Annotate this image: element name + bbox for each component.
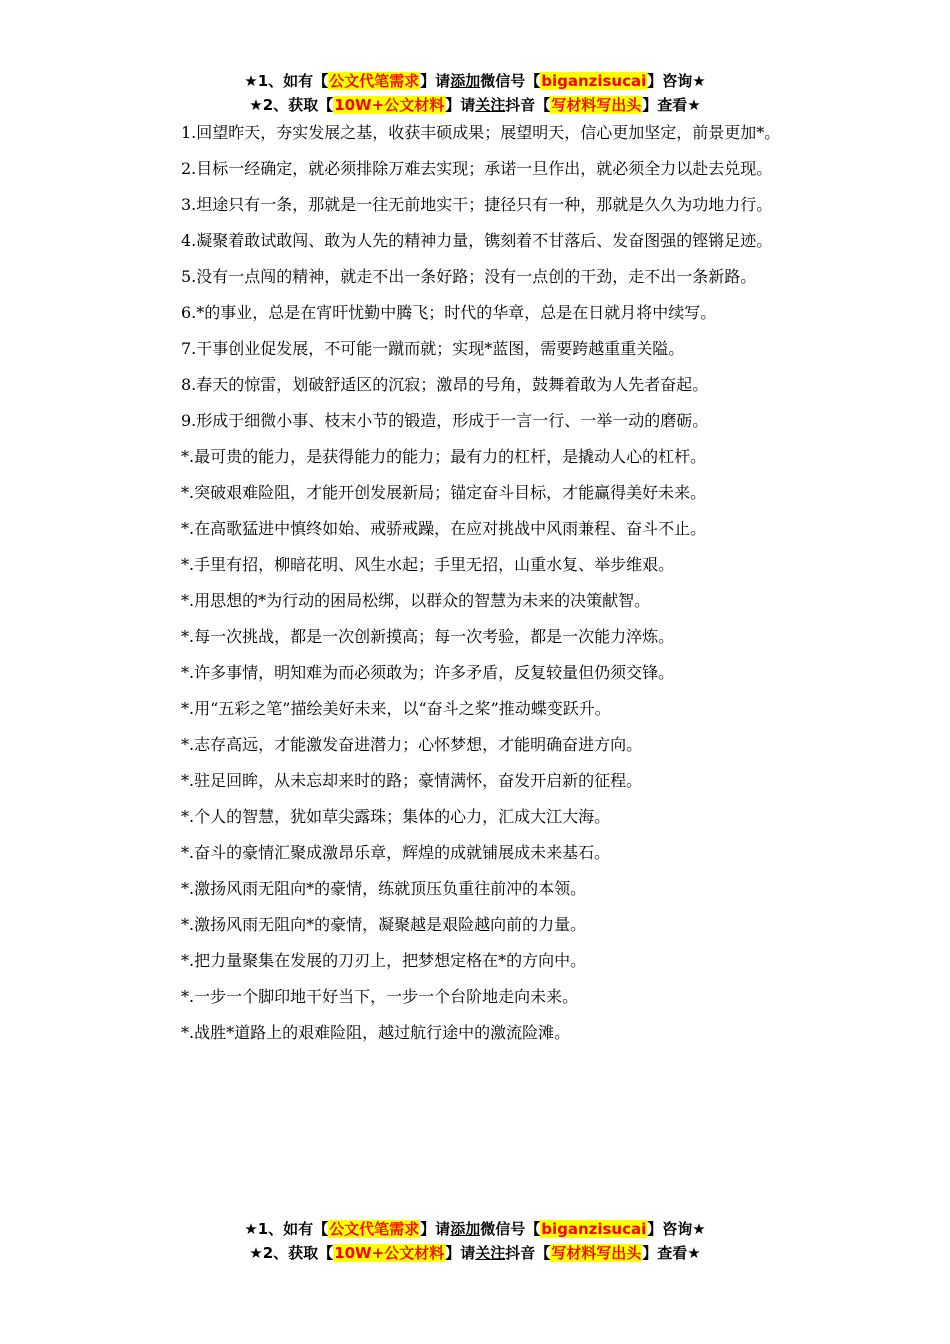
highlight-wechat-id: biganzisucai: [541, 1220, 647, 1238]
paragraph-10: *.最可贵的能力，是获得能力的能力；最有力的杠杆，是撬动人心的杠杆。: [181, 447, 707, 466]
banner-text: 】请: [420, 72, 451, 90]
banner-text: 】请: [420, 1220, 451, 1238]
paragraph-22: *.激扬风雨无阻向*的豪情，练就顶压负重往前冲的本领。: [181, 879, 587, 898]
banner-line-2: [0, 93, 950, 117]
banner-text: 】查看★: [642, 96, 701, 114]
paragraph-16: *.许多事情，明知难为而必须敢为；许多矛盾，反复较量但仍须交锋。: [181, 663, 675, 682]
highlight-materials: 10W+公文材料: [334, 96, 445, 114]
paragraph-21: *.奋斗的豪情汇聚成激昂乐章，辉煌的成就铺展成未来基石。: [181, 843, 611, 862]
banner-text: 】咨询★: [647, 72, 706, 90]
banner-text: 】请: [445, 96, 476, 114]
banner-text: 抖音【: [505, 96, 551, 114]
paragraph-3: 3.坦途只有一条，那就是一往无前地实干；捷径只有一种，那就是久久为功地力行。: [181, 195, 773, 214]
paragraph-20: *.个人的智慧，犹如草尖露珠；集体的心力，汇成大江大海。: [181, 807, 611, 826]
banner-line-2: [0, 1241, 950, 1265]
banner-text: 微信号【: [480, 1220, 541, 1238]
highlight-materials: 10W+公文材料: [334, 1244, 445, 1262]
highlight-service: 公文代笔需求: [329, 1220, 420, 1238]
highlight-service: 公文代笔需求: [329, 72, 420, 90]
highlight-douyin-account: 写材料写出头: [551, 96, 642, 114]
banner-text: 】请: [445, 1244, 476, 1262]
banner-line-1: [0, 69, 950, 93]
highlight-douyin-account: 写材料写出头: [551, 1244, 642, 1262]
highlight-wechat-id: biganzisucai: [541, 72, 647, 90]
paragraph-11: *.突破艰难险阻，才能开创发展新局；锚定奋斗目标，才能赢得美好未来。: [181, 483, 707, 502]
banner-text: 】查看★: [642, 1244, 701, 1262]
paragraph-13: *.手里有招，柳暗花明、风生水起；手里无招，山重水复、举步维艰。: [181, 555, 675, 574]
document-body: [145, 120, 825, 1056]
paragraph-1: 1.回望昨天，夯实发展之基，收获丰硕成果；展望明天，信心更加坚定，前景更加*。: [181, 123, 781, 142]
paragraph-8: 8.春天的惊雷，划破舒适区的沉寂；激昂的号角，鼓舞着敢为人先者奋起。: [181, 375, 709, 394]
paragraph-6: 6.*的事业，总是在宵旰忧勤中腾飞；时代的华章，总是在日就月将中续写。: [181, 303, 717, 322]
banner-text: 】咨询★: [647, 1220, 706, 1238]
banner-text: ★2、获取【: [249, 1244, 334, 1262]
paragraph-7: 7.干事创业促发展，不可能一蹴而就；实现*蓝图，需要跨越重重关隘。: [181, 339, 685, 358]
banner-text: 抖音【: [505, 1244, 551, 1262]
banner-line-1: [0, 1217, 950, 1241]
paragraph-26: *.战胜*道路上的艰难险阻，越过航行途中的激流险滩。: [181, 1023, 571, 1042]
paragraph-25: *.一步一个脚印地干好当下，一步一个台阶地走向未来。: [181, 987, 579, 1006]
paragraph-2: 2.目标一经确定，就必须排除万难去实现；承诺一旦作出，就必须全力以赴去兑现。: [181, 159, 773, 178]
paragraph-18: *.志存高远，才能激发奋进潜力；心怀梦想，才能明确奋进方向。: [181, 735, 643, 754]
underlined-text: 添加: [450, 1220, 481, 1238]
paragraph-19: *.驻足回眸，从未忘却来时的路；豪情满怀，奋发开启新的征程。: [181, 771, 643, 790]
paragraph-23: *.激扬风雨无阻向*的豪情，凝聚越是艰险越向前的力量。: [181, 915, 587, 934]
paragraph-15: *.每一次挑战，都是一次创新摸高；每一次考验，都是一次能力淬炼。: [181, 627, 675, 646]
paragraph-5: 5.没有一点闯的精神，就走不出一条好路；没有一点创的干劲，走不出一条新路。: [181, 267, 757, 286]
paragraph-9: 9.形成于细微小事、枝末小节的锻造，形成于一言一行、一举一动的磨砺。: [181, 411, 709, 430]
paragraph-12: *.在高歌猛进中慎终如始、戒骄戒躁，在应对挑战中风雨兼程、奋斗不止。: [181, 519, 707, 538]
underlined-text: 关注: [475, 1244, 506, 1262]
bottom-banner: [0, 1217, 950, 1265]
underlined-text: 关注: [475, 96, 506, 114]
paragraph-17: *.用“五彩之笔”描绘美好未来，以“奋斗之桨”推动蝶变跃升。: [181, 699, 611, 718]
banner-text: 微信号【: [480, 72, 541, 90]
top-banner: [0, 69, 950, 117]
banner-text: ★2、获取【: [249, 96, 334, 114]
paragraph-14: *.用思想的*为行动的困局松绑，以群众的智慧为未来的决策献智。: [181, 591, 651, 610]
banner-text: ★1、如有【: [244, 1220, 329, 1238]
paragraph-24: *.把力量聚集在发展的刀刃上，把梦想定格在*的方向中。: [181, 951, 587, 970]
underlined-text: 添加: [450, 72, 481, 90]
paragraph-4: 4.凝聚着敢试敢闯、敢为人先的精神力量，镌刻着不甘落后、发奋图强的铿锵足迹。: [181, 231, 773, 250]
banner-text: ★1、如有【: [244, 72, 329, 90]
